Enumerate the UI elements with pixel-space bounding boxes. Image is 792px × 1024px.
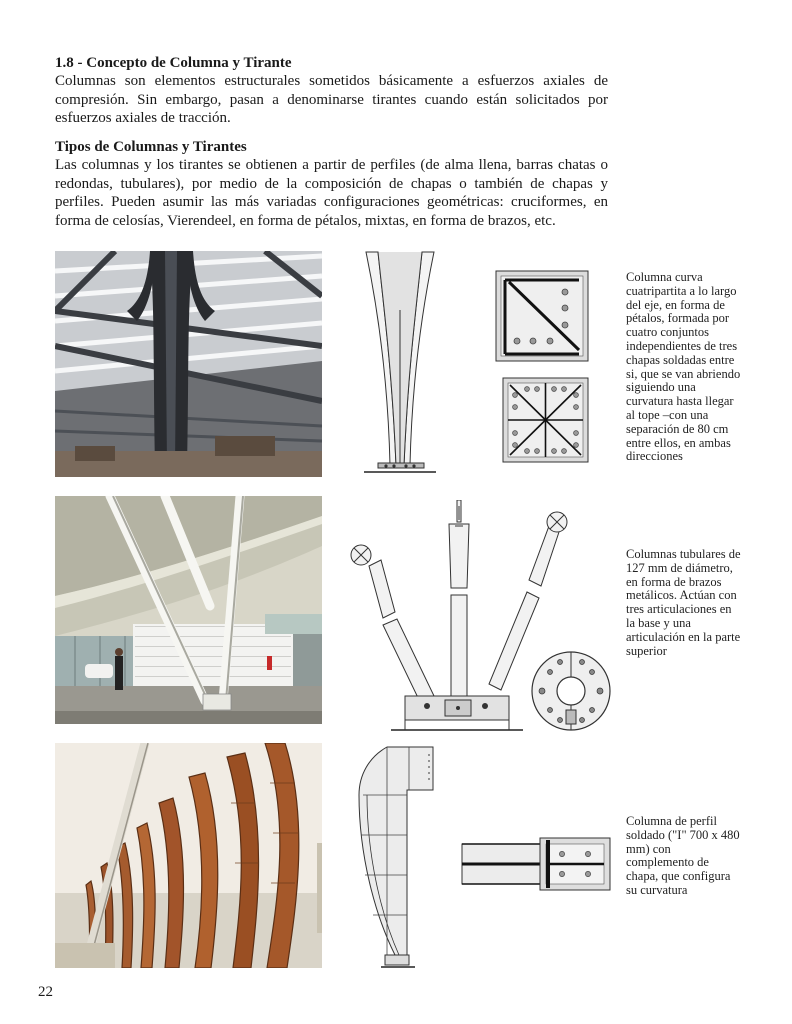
petal-column-base-plate-drawing bbox=[502, 377, 589, 463]
curved-i-profile-photo bbox=[55, 743, 322, 968]
curved-i-profile-elevation-drawing bbox=[355, 745, 435, 973]
tubular-column-caption: Columnas tubulares de 127 mm de diámetro, en forma de brazos metálicos. Actúan con tres articulaciones en la base y una articulación en la parte superior bbox=[626, 547, 741, 658]
petal-column-section-drawing bbox=[495, 270, 589, 362]
section-title: 1.8 - Concepto de Columna y Tirante bbox=[55, 55, 292, 71]
curved-i-profile-caption: Columna de perfil soldado ("I" 700 x 480 mm) con complemento de chapa, que configura su curvatura bbox=[626, 814, 740, 897]
subsection-title: Tipos de Columnas y Tirantes bbox=[55, 139, 247, 155]
curved-i-profile-section-drawing bbox=[460, 836, 612, 892]
page-number: 22 bbox=[38, 984, 53, 1000]
section-paragraph: Columnas son elementos estructurales sometidos básicamente a esfuerzos axiales de compresión. Sin embargo, pasan a denominarse tirantes cuando están solicitados por esfuerzos axiales de tracción. bbox=[55, 73, 608, 126]
tubular-arm-column-photo bbox=[55, 496, 322, 724]
subsection-paragraph: Las columnas y los tirantes se obtienen a partir de perfiles (de alma llena, barras chatas o redondas, tubulares), por medio de la composición de chapas o también de chapas y perfiles. Pueden asumir las más variadas configuraciones geométricas: cruciformes, en forma de celosías, Vierendeel, en forma de pétalos, mixtas, en forma de brazos, etc. bbox=[55, 157, 608, 229]
petal-column-photo bbox=[55, 251, 322, 477]
petal-column-elevation-drawing bbox=[360, 250, 440, 475]
petal-column-caption: Columna curva cuatripartita a lo largo del eje, en forma de pétalos, formada por cuatro conjuntos independientes de tres chapas soldadas entre si, que se van abriendo siguiendo una curvatura hasta llegar al tope –con una separación de 80 cm entre ellos, en ambas direcciones bbox=[626, 270, 741, 464]
tubular-column-base-plate-drawing bbox=[530, 650, 612, 732]
